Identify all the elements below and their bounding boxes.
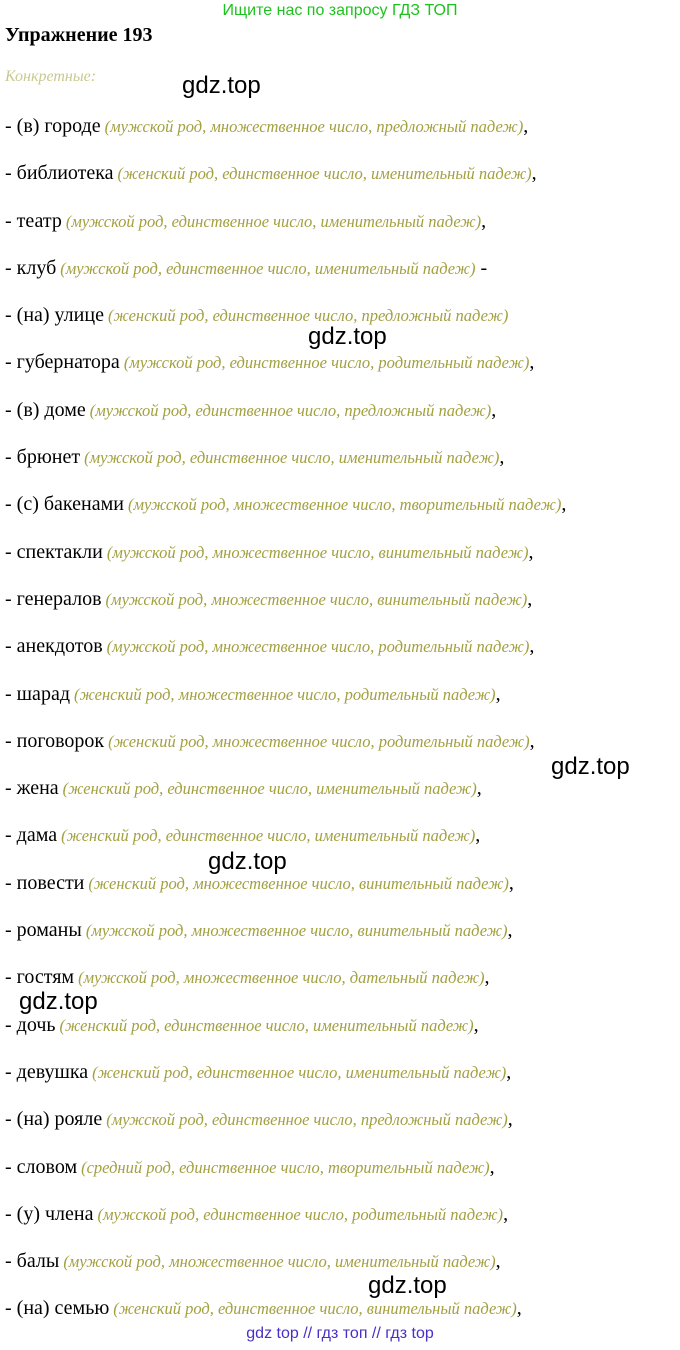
separator: ,	[499, 446, 505, 469]
separator: ,	[527, 587, 533, 610]
noun-word: - брюнет	[5, 446, 81, 469]
noun-description: (мужской род, множественное число, винительный падеж)	[106, 542, 529, 562]
separator: ,	[476, 777, 482, 800]
noun-description: (мужской род, множественное число, родительный падеж)	[106, 637, 530, 657]
list-item	[5, 106, 680, 153]
noun-word: - дама	[5, 824, 58, 847]
list-item	[5, 1194, 680, 1241]
separator: ,	[484, 966, 490, 989]
noun-description: (мужской род, множественное число, винительный падеж)	[85, 921, 508, 941]
noun-word: - словом	[5, 1155, 78, 1178]
separator: ,	[561, 493, 567, 516]
noun-word: - романы	[5, 919, 82, 942]
noun-word: - театр	[5, 209, 62, 232]
list-item	[5, 1241, 680, 1288]
list-item	[5, 815, 680, 862]
noun-word: - (на) улице	[5, 304, 104, 327]
footer-links: gdz top // гдз топ // гдз top	[246, 1325, 434, 1342]
separator: ,	[503, 1202, 509, 1225]
separator: ,	[489, 1155, 495, 1178]
noun-description: (женский род, единственное число, именительный падеж)	[117, 164, 532, 184]
intro-label: Конкретные:	[5, 68, 97, 85]
list-item	[5, 579, 680, 626]
noun-description: (женский род, единственное число, именительный падеж)	[62, 779, 477, 799]
noun-word: - жена	[5, 777, 59, 800]
separator: -	[475, 256, 488, 279]
list-item	[5, 153, 680, 200]
watermark: gdz.top	[308, 323, 387, 350]
separator: ,	[473, 1013, 479, 1036]
noun-word: - повести	[5, 871, 85, 894]
noun-description: (мужской род, множественное число, творительный падеж)	[127, 495, 562, 515]
list-item	[5, 910, 680, 957]
separator: ,	[516, 1297, 522, 1320]
separator: ,	[529, 351, 535, 374]
noun-description: (мужской род, единственное число, родительный падеж)	[123, 353, 530, 373]
noun-description: (мужской род, единственное число, именительный падеж)	[84, 448, 500, 468]
noun-word: - спектакли	[5, 540, 103, 563]
noun-description: (мужской род, множественное число, винительный падеж)	[105, 589, 528, 609]
separator: ,	[495, 1250, 501, 1273]
noun-description: (женский род, единственное число, предложный падеж)	[107, 306, 509, 326]
list-item	[5, 1147, 680, 1194]
separator: ,	[506, 1060, 512, 1083]
noun-word: - (у) члена	[5, 1202, 94, 1225]
noun-description: (мужской род, единственное число, предложный падеж)	[106, 1110, 508, 1130]
noun-word: - (в) доме	[5, 398, 86, 421]
noun-word: - клуб	[5, 256, 57, 279]
separator: ,	[481, 209, 487, 232]
list-item	[5, 1052, 680, 1099]
list-item	[5, 1005, 680, 1052]
noun-description: (мужской род, единственное число, именительный падеж)	[65, 211, 482, 231]
noun-description: (мужской род, единственное число, родительный падеж)	[97, 1204, 504, 1224]
noun-description: (женский род, единственное число, именительный падеж)	[61, 826, 476, 846]
separator: ,	[507, 1108, 513, 1131]
list-item	[5, 626, 680, 673]
list-item	[5, 674, 680, 721]
list-item	[5, 957, 680, 1004]
noun-word: - балы	[5, 1250, 60, 1273]
separator: ,	[523, 115, 529, 137]
separator: ,	[507, 919, 513, 942]
noun-description: (мужской род, множественное число, дательный падеж)	[78, 968, 485, 988]
watermark: gdz.top	[208, 848, 287, 875]
noun-word: - девушка	[5, 1060, 89, 1083]
separator: ,	[508, 871, 514, 894]
noun-description: (мужской род, единственное число, предложный падеж)	[89, 400, 492, 420]
separator: ,	[531, 162, 537, 185]
list-item	[5, 484, 680, 531]
noun-word: - дочь	[5, 1013, 56, 1036]
noun-description: (мужской род, единственное число, именительный падеж)	[60, 258, 476, 278]
noun-word: - (на) семью	[5, 1297, 110, 1320]
noun-description: (мужской род, множественное число, предложный падеж)	[104, 117, 524, 136]
noun-description: (женский род, множественное число, родительный падеж)	[74, 684, 496, 704]
separator: ,	[528, 540, 534, 563]
noun-word: - шарад	[5, 682, 70, 705]
separator: ,	[529, 729, 535, 752]
noun-word: - гостям	[5, 966, 75, 989]
noun-description: (женский род, единственное число, именительный падеж)	[59, 1015, 474, 1035]
top-banner: Ищите нас по запросу ГДЗ ТОП	[222, 2, 458, 19]
watermark: gdz.top	[368, 1272, 447, 1299]
answer-list	[5, 106, 680, 1336]
list-item	[5, 532, 680, 579]
list-item	[5, 863, 680, 910]
noun-word: - губернатора	[5, 351, 120, 374]
noun-description: (средний род, единственное число, творительный падеж)	[81, 1157, 490, 1177]
noun-description: (женский род, множественное число, винительный падеж)	[88, 873, 509, 893]
noun-word: - (на) рояле	[5, 1108, 103, 1131]
list-item	[5, 390, 680, 437]
noun-description: (женский род, единственное число, винительный падеж)	[113, 1299, 517, 1319]
noun-description: (женский род, единственное число, именительный падеж)	[92, 1062, 507, 1082]
list-item	[5, 248, 680, 295]
watermark: gdz.top	[182, 72, 261, 99]
list-item	[5, 201, 680, 248]
watermark: gdz.top	[19, 988, 98, 1015]
watermark: gdz.top	[551, 753, 630, 780]
noun-word: - (в) городе	[5, 115, 101, 137]
noun-word: - библиотека	[5, 162, 114, 185]
noun-description: (женский род, множественное число, родительный падеж)	[108, 731, 530, 751]
noun-word: - анекдотов	[5, 635, 103, 658]
noun-word: - (с) бакенами	[5, 493, 124, 516]
page-title: Упражнение 193	[5, 24, 153, 46]
separator: ,	[475, 824, 481, 847]
list-item	[5, 1099, 680, 1146]
list-item	[5, 437, 680, 484]
separator: ,	[491, 398, 497, 421]
separator: ,	[495, 682, 501, 705]
noun-word: - поговорок	[5, 729, 105, 752]
noun-description: (мужской род, множественное число, именительный падеж)	[63, 1252, 496, 1272]
separator: ,	[529, 635, 535, 658]
noun-word: - генералов	[5, 587, 102, 610]
